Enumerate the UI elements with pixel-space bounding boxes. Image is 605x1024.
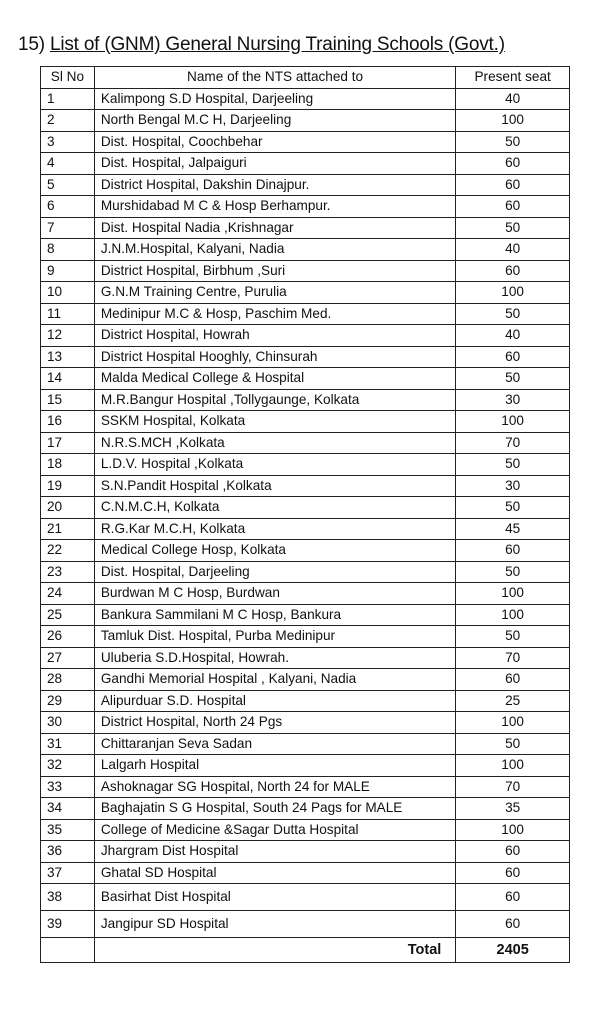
sl-no-cell: 28: [41, 669, 95, 691]
school-name-cell: District Hospital Hooghly, Chinsurah: [94, 346, 455, 368]
present-seat-cell: 60: [456, 911, 570, 938]
table-row: [41, 131, 570, 153]
present-seat-cell: 30: [456, 389, 570, 411]
sl-no-cell: 15: [41, 389, 95, 411]
sl-no-cell: 17: [41, 432, 95, 454]
total-spacer: [41, 938, 95, 963]
sl-no-cell: 37: [41, 862, 95, 884]
table-row: [41, 604, 570, 626]
table-row: [41, 647, 570, 669]
school-name-cell: S.N.Pandit Hospital ,Kolkata: [94, 475, 455, 497]
present-seat-cell: 100: [456, 712, 570, 734]
total-row: [41, 938, 570, 963]
table-row: [41, 561, 570, 583]
sl-no-cell: 11: [41, 303, 95, 325]
sl-no-cell: 1: [41, 88, 95, 110]
nursing-schools-table: [40, 66, 570, 963]
present-seat-cell: 50: [456, 561, 570, 583]
present-seat-cell: 70: [456, 776, 570, 798]
present-seat-cell: 60: [456, 153, 570, 175]
sl-no-cell: 36: [41, 841, 95, 863]
present-seat-cell: 100: [456, 110, 570, 132]
present-seat-cell: 45: [456, 518, 570, 540]
school-name-cell: SSKM Hospital, Kolkata: [94, 411, 455, 433]
school-name-cell: Dist. Hospital, Coochbehar: [94, 131, 455, 153]
present-seat-cell: 50: [456, 368, 570, 390]
school-name-cell: M.R.Bangur Hospital ,Tollygaunge, Kolkata: [94, 389, 455, 411]
table-row: [41, 260, 570, 282]
table-row: [41, 411, 570, 433]
school-name-cell: L.D.V. Hospital ,Kolkata: [94, 454, 455, 476]
school-name-cell: Burdwan M C Hosp, Burdwan: [94, 583, 455, 605]
school-name-cell: Dist. Hospital, Darjeeling: [94, 561, 455, 583]
present-seat-cell: 50: [456, 131, 570, 153]
table-row: [41, 776, 570, 798]
school-name-cell: Alipurduar S.D. Hospital: [94, 690, 455, 712]
table-row: [41, 755, 570, 777]
table-row: [41, 282, 570, 304]
present-seat-cell: 100: [456, 583, 570, 605]
column-header-name: Name of the NTS attached to: [94, 67, 455, 89]
sl-no-cell: 18: [41, 454, 95, 476]
present-seat-cell: 60: [456, 174, 570, 196]
sl-no-cell: 23: [41, 561, 95, 583]
school-name-cell: Tamluk Dist. Hospital, Purba Medinipur: [94, 626, 455, 648]
table-row: [41, 518, 570, 540]
section-title: List of (GNM) General Nursing Training Schools (Govt.): [49, 34, 505, 55]
page-title: [18, 34, 505, 56]
present-seat-cell: 60: [456, 841, 570, 863]
section-number: 15): [18, 34, 45, 55]
present-seat-cell: 40: [456, 88, 570, 110]
sl-no-cell: 10: [41, 282, 95, 304]
sl-no-cell: 33: [41, 776, 95, 798]
table-row: [41, 303, 570, 325]
sl-no-cell: 26: [41, 626, 95, 648]
school-name-cell: Lalgarh Hospital: [94, 755, 455, 777]
sl-no-cell: 30: [41, 712, 95, 734]
sl-no-cell: 19: [41, 475, 95, 497]
table-row: [41, 583, 570, 605]
table-row: [41, 669, 570, 691]
sl-no-cell: 27: [41, 647, 95, 669]
sl-no-cell: 3: [41, 131, 95, 153]
table-row: [41, 712, 570, 734]
sl-no-cell: 34: [41, 798, 95, 820]
sl-no-cell: 24: [41, 583, 95, 605]
present-seat-cell: 50: [456, 497, 570, 519]
table-row: [41, 217, 570, 239]
table-row: [41, 733, 570, 755]
table-row: [41, 153, 570, 175]
sl-no-cell: 20: [41, 497, 95, 519]
table-row: [41, 174, 570, 196]
school-name-cell: Kalimpong S.D Hospital, Darjeeling: [94, 88, 455, 110]
sl-no-cell: 35: [41, 819, 95, 841]
present-seat-cell: 60: [456, 884, 570, 911]
school-name-cell: G.N.M Training Centre, Purulia: [94, 282, 455, 304]
table-row: [41, 497, 570, 519]
school-name-cell: District Hospital, Dakshin Dinajpur.: [94, 174, 455, 196]
table-row: [41, 626, 570, 648]
table-row: [41, 239, 570, 261]
present-seat-cell: 70: [456, 432, 570, 454]
school-name-cell: College of Medicine &Sagar Dutta Hospital: [94, 819, 455, 841]
present-seat-cell: 100: [456, 755, 570, 777]
school-name-cell: Medinipur M.C & Hosp, Paschim Med.: [94, 303, 455, 325]
present-seat-cell: 40: [456, 239, 570, 261]
table-row: [41, 389, 570, 411]
present-seat-cell: 50: [456, 626, 570, 648]
school-name-cell: Murshidabad M C & Hosp Berhampur.: [94, 196, 455, 218]
school-name-cell: N.R.S.MCH ,Kolkata: [94, 432, 455, 454]
present-seat-cell: 50: [456, 217, 570, 239]
school-name-cell: District Hospital, North 24 Pgs: [94, 712, 455, 734]
present-seat-cell: 100: [456, 819, 570, 841]
present-seat-cell: 35: [456, 798, 570, 820]
sl-no-cell: 29: [41, 690, 95, 712]
school-name-cell: Medical College Hosp, Kolkata: [94, 540, 455, 562]
table-row: [41, 862, 570, 884]
sl-no-cell: 8: [41, 239, 95, 261]
table-row: [41, 690, 570, 712]
present-seat-cell: 60: [456, 346, 570, 368]
school-name-cell: Jangipur SD Hospital: [94, 911, 455, 938]
present-seat-cell: 60: [456, 669, 570, 691]
school-name-cell: J.N.M.Hospital, Kalyani, Nadia: [94, 239, 455, 261]
present-seat-cell: 60: [456, 196, 570, 218]
present-seat-cell: 50: [456, 454, 570, 476]
table-row: [41, 911, 570, 938]
school-name-cell: North Bengal M.C H, Darjeeling: [94, 110, 455, 132]
sl-no-cell: 13: [41, 346, 95, 368]
sl-no-cell: 22: [41, 540, 95, 562]
present-seat-cell: 40: [456, 325, 570, 347]
school-name-cell: C.N.M.C.H, Kolkata: [94, 497, 455, 519]
school-name-cell: District Hospital, Howrah: [94, 325, 455, 347]
school-name-cell: R.G.Kar M.C.H, Kolkata: [94, 518, 455, 540]
school-name-cell: Dist. Hospital, Jalpaiguri: [94, 153, 455, 175]
table-row: [41, 110, 570, 132]
present-seat-cell: 50: [456, 733, 570, 755]
present-seat-cell: 100: [456, 411, 570, 433]
school-name-cell: Baghajatin S G Hospital, South 24 Pags for MALE: [94, 798, 455, 820]
present-seat-cell: 100: [456, 282, 570, 304]
sl-no-cell: 9: [41, 260, 95, 282]
sl-no-cell: 16: [41, 411, 95, 433]
school-name-cell: District Hospital, Birbhum ,Suri: [94, 260, 455, 282]
table-row: [41, 798, 570, 820]
table-row: [41, 841, 570, 863]
table-row: [41, 346, 570, 368]
present-seat-cell: 25: [456, 690, 570, 712]
sl-no-cell: 14: [41, 368, 95, 390]
table-row: [41, 432, 570, 454]
table-row: [41, 454, 570, 476]
sl-no-cell: 32: [41, 755, 95, 777]
sl-no-cell: 7: [41, 217, 95, 239]
column-header-present-seat: Present seat: [456, 67, 570, 89]
sl-no-cell: 25: [41, 604, 95, 626]
table-row: [41, 540, 570, 562]
school-name-cell: Ghatal SD Hospital: [94, 862, 455, 884]
table-header-row: [41, 67, 570, 89]
school-name-cell: Uluberia S.D.Hospital, Howrah.: [94, 647, 455, 669]
sl-no-cell: 6: [41, 196, 95, 218]
table-row: [41, 196, 570, 218]
present-seat-cell: 30: [456, 475, 570, 497]
total-value: 2405: [456, 938, 570, 963]
table-body: [41, 88, 570, 938]
sl-no-cell: 4: [41, 153, 95, 175]
sl-no-cell: 21: [41, 518, 95, 540]
present-seat-cell: 70: [456, 647, 570, 669]
table-row: [41, 819, 570, 841]
sl-no-cell: 31: [41, 733, 95, 755]
column-header-sl-no: Sl No: [41, 67, 95, 89]
total-label: Total: [94, 938, 455, 963]
sl-no-cell: 2: [41, 110, 95, 132]
sl-no-cell: 5: [41, 174, 95, 196]
school-name-cell: Bankura Sammilani M C Hosp, Bankura: [94, 604, 455, 626]
school-name-cell: Basirhat Dist Hospital: [94, 884, 455, 911]
table-row: [41, 325, 570, 347]
sl-no-cell: 39: [41, 911, 95, 938]
present-seat-cell: 100: [456, 604, 570, 626]
school-name-cell: Ashoknagar SG Hospital, North 24 for MALE: [94, 776, 455, 798]
present-seat-cell: 60: [456, 540, 570, 562]
present-seat-cell: 50: [456, 303, 570, 325]
table-row: [41, 368, 570, 390]
school-name-cell: Jhargram Dist Hospital: [94, 841, 455, 863]
school-name-cell: Malda Medical College & Hospital: [94, 368, 455, 390]
present-seat-cell: 60: [456, 862, 570, 884]
table-row: [41, 475, 570, 497]
present-seat-cell: 60: [456, 260, 570, 282]
school-name-cell: Gandhi Memorial Hospital , Kalyani, Nadia: [94, 669, 455, 691]
table-row: [41, 88, 570, 110]
table-row: [41, 884, 570, 911]
sl-no-cell: 12: [41, 325, 95, 347]
sl-no-cell: 38: [41, 884, 95, 911]
school-name-cell: Chittaranjan Seva Sadan: [94, 733, 455, 755]
school-name-cell: Dist. Hospital Nadia ,Krishnagar: [94, 217, 455, 239]
